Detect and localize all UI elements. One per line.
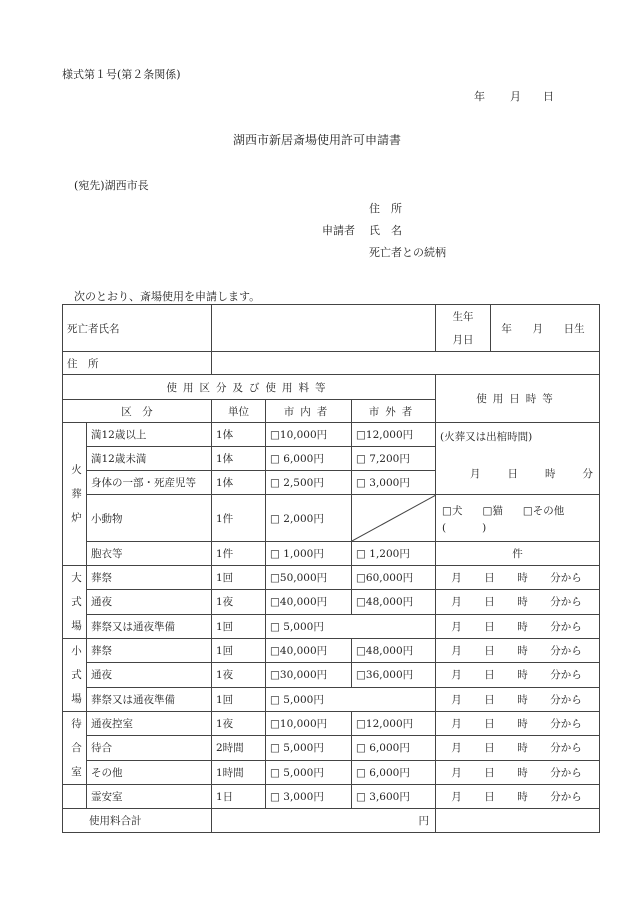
animal-other-field[interactable]: ( ) (442, 521, 487, 534)
unit-cell: 1件 (212, 495, 266, 542)
unit-cell: 1体 (212, 447, 266, 471)
section-waiting: 待 合 室 (63, 712, 87, 785)
table-row (63, 785, 600, 809)
page-title: 湖西市新居斎場使用許可申請書 (233, 133, 402, 147)
nonresident-fee-option[interactable]: □12,000円 (352, 423, 436, 447)
item-label: 葬祭又は通夜準備 (87, 687, 212, 711)
nonresident-fee-option[interactable]: □ 3,000円 (352, 471, 436, 495)
unit-cell: 1時間 (212, 760, 266, 784)
unit-cell: 2時間 (212, 736, 266, 760)
cremation-time-cell[interactable]: (火葬又は出棺時間) 月 日 時 分 (436, 423, 600, 495)
section-hall: 大 式 場 (63, 566, 87, 639)
time-slot-field[interactable]: 月 日 時 分から (436, 687, 600, 711)
nonresident-fee-option[interactable]: □ 3,600円 (352, 785, 436, 809)
date-month-label: 月 (510, 90, 521, 103)
resident-fee-option[interactable]: □ 1,000円 (266, 542, 352, 566)
table-row (63, 639, 600, 663)
nonresident-fee-option[interactable]: □36,000円 (352, 663, 436, 687)
section-small-hall: 小 式 場 (63, 639, 87, 712)
table-row (63, 663, 600, 687)
applicant-relation-label: 死亡者との続柄 (369, 246, 446, 259)
table-row (63, 712, 600, 736)
resident-fee-option[interactable]: □10,000円 (266, 712, 352, 736)
table-row (63, 687, 600, 711)
application-table (62, 304, 600, 833)
table-row (63, 542, 600, 566)
unit-header: 単位 (212, 400, 266, 423)
table-row (63, 423, 600, 447)
item-label: 霊安室 (87, 785, 212, 809)
time-slot-field[interactable]: 月 日 時 分から (436, 785, 600, 809)
birth-month-label: 月 (532, 322, 544, 335)
date-year-label: 年 (474, 90, 485, 103)
unit-cell: 1夜 (212, 663, 266, 687)
table-row (63, 566, 600, 590)
item-label: その他 (87, 760, 212, 784)
nonresident-fee-option[interactable]: □48,000円 (352, 639, 436, 663)
resident-fee-option[interactable]: □ 2,500円 (266, 471, 352, 495)
deceased-birth-cell (436, 305, 600, 352)
form-number: 様式第１号(第２条関係) (62, 68, 181, 81)
applicant-address-label: 住 所 (369, 202, 402, 215)
deceased-name-label: 死亡者氏名 (63, 305, 212, 352)
resident-fee-option[interactable]: □50,000円 (266, 566, 352, 590)
cremation-time-note: (火葬又は出棺時間) (440, 431, 533, 443)
nonresident-fee-option[interactable]: □ 1,200円 (352, 542, 436, 566)
unit-cell: 1体 (212, 423, 266, 447)
birth-label-2: 月日 (452, 334, 474, 346)
time-slot-field[interactable]: 月 日 時 分から (436, 736, 600, 760)
unit-cell: 1夜 (212, 712, 266, 736)
nonresident-fee-option[interactable]: □60,000円 (352, 566, 436, 590)
animal-type-cell (436, 495, 600, 542)
deceased-address-row (63, 352, 600, 375)
birth-label-1: 生年 (452, 311, 474, 323)
unit-cell: 1回 (212, 614, 266, 638)
nonresident-fee-option[interactable]: □ 7,200円 (352, 447, 436, 471)
section-empty (63, 785, 87, 809)
item-label: 葬祭 (87, 566, 212, 590)
total-row (63, 809, 600, 833)
resident-header: 市内者 (266, 400, 352, 423)
resident-fee-option[interactable]: □10,000円 (266, 423, 352, 447)
deceased-address-label: 住 所 (63, 352, 212, 375)
item-label: 通夜 (87, 663, 212, 687)
unit-cell: 1回 (212, 639, 266, 663)
total-empty-cell (436, 809, 600, 833)
item-label: 通夜 (87, 590, 212, 614)
applicant-group-label: 申請者 (322, 224, 355, 237)
item-label: 葬祭 (87, 639, 212, 663)
resident-fee-option[interactable]: □30,000円 (266, 663, 352, 687)
unit-cell: 1回 (212, 566, 266, 590)
time-slot-field[interactable]: 月 日 時 分から (436, 639, 600, 663)
item-label: 通夜控室 (87, 712, 212, 736)
table-row (63, 614, 600, 638)
resident-fee-option[interactable]: □ 5,000円 (266, 614, 436, 638)
time-slot-field[interactable]: 月 日 時 分から (436, 614, 600, 638)
afterbirth-count-field[interactable]: 件 (436, 542, 600, 566)
animal-dog-checkbox[interactable]: □犬 (442, 504, 463, 517)
resident-fee-option[interactable]: □ 5,000円 (266, 760, 352, 784)
intro-text: 次のとおり、斎場使用を申請します。 (74, 290, 261, 303)
item-label: 満12歳未満 (87, 447, 212, 471)
item-label: 待合 (87, 736, 212, 760)
resident-fee-option[interactable]: □ 3,000円 (266, 785, 352, 809)
resident-fee-option[interactable]: □40,000円 (266, 590, 352, 614)
addressee: (宛先)湖西市長 (74, 179, 149, 192)
category-header: 区 分 (63, 400, 212, 423)
time-slot-field[interactable]: 月 日 時 分から (436, 566, 600, 590)
birth-date-field[interactable] (491, 305, 599, 351)
table-row (63, 590, 600, 614)
section-cremation: 火 葬 炉 (63, 423, 87, 566)
nonresident-fee-option[interactable]: □48,000円 (352, 590, 436, 614)
unit-cell: 1夜 (212, 590, 266, 614)
unit-cell: 1件 (212, 542, 266, 566)
item-label: 小動物 (87, 495, 212, 542)
nonresident-fee-option[interactable]: □12,000円 (352, 712, 436, 736)
usage-fee-header: 使用区分及び使用料等 (63, 375, 436, 400)
time-slot-field[interactable]: 月 日 時 分から (436, 663, 600, 687)
deceased-address-field[interactable] (212, 352, 600, 375)
unit-cell: 1体 (212, 471, 266, 495)
time-slot-field[interactable]: 月 日 時 分から (436, 590, 600, 614)
deceased-name-field[interactable] (212, 305, 436, 352)
resident-fee-option[interactable]: □ 5,000円 (266, 736, 352, 760)
item-label: 葬祭又は通夜準備 (87, 614, 212, 638)
unit-cell: 1回 (212, 687, 266, 711)
resident-fee-option[interactable]: □ 2,000円 (266, 495, 352, 542)
resident-fee-option[interactable]: □40,000円 (266, 639, 352, 663)
resident-fee-option[interactable]: □ 6,000円 (266, 447, 352, 471)
birth-day-label: 日生 (563, 322, 585, 335)
applicant-name-label: 氏 名 (369, 224, 402, 237)
total-field[interactable]: 円 (212, 809, 436, 833)
resident-fee-option[interactable]: □ 5,000円 (266, 687, 436, 711)
nonresident-fee-option[interactable]: □ 6,000円 (352, 760, 436, 784)
item-label: 胞衣等 (87, 542, 212, 566)
item-label: 満12歳以上 (87, 423, 212, 447)
table-row (63, 495, 600, 542)
diagonal-slash (352, 495, 436, 541)
item-label: 身体の一部・死産児等 (87, 471, 212, 495)
time-slot-field[interactable]: 月 日 時 分から (436, 760, 600, 784)
nonresident-header: 市外者 (352, 400, 436, 423)
usage-datetime-header: 使用日時等 (436, 375, 600, 423)
animal-cat-checkbox[interactable]: □猫 (482, 504, 503, 517)
table-row (63, 760, 600, 784)
animal-other-checkbox[interactable]: □その他 (522, 504, 565, 517)
header-row-1 (63, 375, 600, 400)
table-row (63, 736, 600, 760)
date-day-label: 日 (543, 90, 554, 103)
deceased-name-row (63, 305, 600, 352)
birth-year-label: 年 (501, 322, 512, 335)
time-slot-field[interactable]: 月 日 時 分から (436, 712, 600, 736)
unit-cell: 1日 (212, 785, 266, 809)
total-label: 使用料合計 (63, 809, 212, 833)
nonresident-na-cell (352, 495, 436, 542)
nonresident-fee-option[interactable]: □ 6,000円 (352, 736, 436, 760)
